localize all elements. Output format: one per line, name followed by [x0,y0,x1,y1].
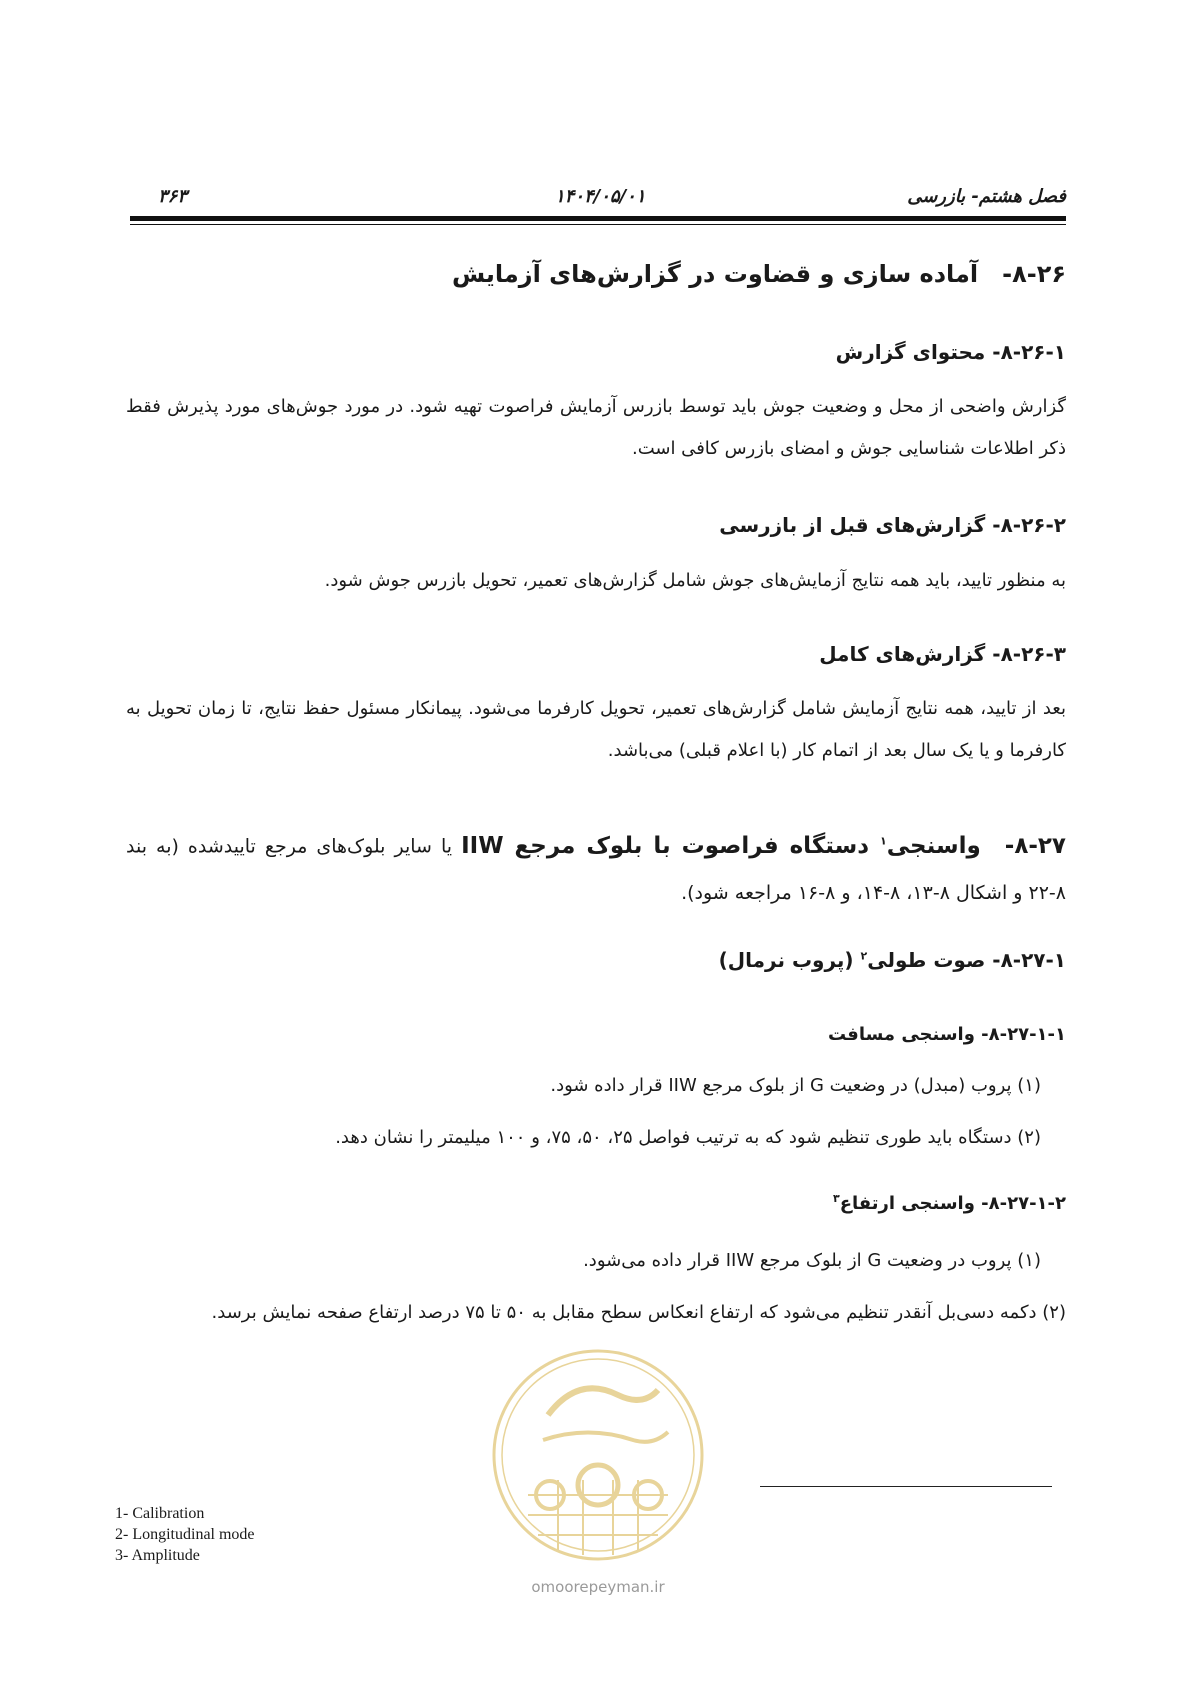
footnote-3: 3- Amplitude [115,1547,200,1564]
list-item: (۲) دکمه دسی‌بل آنقدر تنظیم می‌شود که ارتفاع انعکاس سطح مقابل به ۵۰ تا ۷۵ درصد ارتفاع صفحه نمایش برسد. [211,1302,1066,1323]
footnote-mark-2: ۲ [860,949,868,963]
omoorepeyman-seal-icon [488,1345,708,1565]
chapter-title: فصل هشتم- بازرسی [907,186,1066,207]
section-8-27-number: ۸-۲۷- [1004,832,1066,859]
list-item: (۱) پروب در وضعیت G از بلوک مرجع IIW قرار داده می‌شود. [583,1250,1041,1271]
section-8-26-2-text: به منظور تایید، باید همه نتایج آزمایش‌های جوش شامل گزارش‌های تعمیر، تحویل بازرس جوش شود. [324,570,1066,591]
footnote-mark-1: ۱ [880,834,887,847]
section-8-26-title: آماده سازی و قضاوت در گزارش‌های آزمایش [451,260,979,288]
header-rule-thin [130,224,1066,225]
section-8-26-1-text: گزارش واضحی از محل و وضعیت جوش باید توسط بازرس آزمایش فراصوت تهیه شود. در مورد جوش‌های مورد پذیرش فقط ذکر اطلاعات شناسایی جوش و امضای بازرس کافی است. [126,396,1066,459]
section-8-27-1-title: ۸-۲۷-۱- صوت طولی [867,948,1066,972]
footnote-mark-3: ۳ [833,1192,840,1205]
section-8-27-bold2: دستگاه فراصوت با بلوک مرجع IIW [461,832,870,859]
page-number: ۳۶۳ [158,186,188,207]
section-8-27-bold: واسنجی [886,832,981,859]
section-8-27-1-tail: (پروب نرمال) [718,948,854,972]
section-8-27-1-2-title: ۸-۲۷-۱-۲- واسنجی ارتفاع [839,1193,1066,1214]
section-8-26-heading [452,260,1066,288]
section-8-27-rest: یا سایر بلوک‌های مرجع تاییدشده (به بند ۸-۲۲ و اشکال ۸-۱۳، ۸-۱۴، و ۸-۱۶ مراجعه شود). [126,835,1066,904]
section-8-27-text [126,818,1066,916]
section-8-26-3-heading: ۸-۲۶-۳- گزارش‌های کامل [819,642,1066,666]
footnote-2: 2- Longitudinal mode [115,1526,255,1543]
header-date: ۱۴۰۴/۰۵/۰۱ [555,186,646,207]
section-8-26-number: ۸-۲۶- [1002,260,1066,288]
section-8-27-1-1-heading: ۸-۲۷-۱-۱- واسنجی مسافت [828,1024,1066,1045]
footnote-rule [760,1486,1052,1487]
footnote-1: 1- Calibration [115,1505,205,1522]
section-8-27-1-heading [719,948,1066,972]
list-item: (۱) پروب (مبدل) در وضعیت G از بلوک مرجع IIW قرار داده شود. [550,1075,1041,1096]
list-item: (۲) دستگاه باید طوری تنظیم شود که به ترتیب فواصل ۲۵، ۵۰، ۷۵، و ۱۰۰ میلیمتر را نشان دهد. [335,1127,1041,1148]
section-8-26-2-heading: ۸-۲۶-۲- گزارش‌های قبل از بازرسی [719,513,1066,537]
section-8-26-1-heading: ۸-۲۶-۱- محتوای گزارش [835,340,1066,364]
watermark-site: omoorepeyman.ir [531,1578,665,1596]
header-rule-thick [130,216,1066,221]
section-8-26-3-text: بعد از تایید، همه نتایج آزمایش شامل گزارش‌های تعمیر، تحویل کارفرما می‌شود. پیمانکار مسئول حفظ نتایج، تا زمان تحویل به کارفرما و یا یک سال بعد از اتمام کار (با اعلام قبلی) می‌باشد. [126,698,1066,761]
section-8-27-1-2-heading [833,1192,1066,1214]
